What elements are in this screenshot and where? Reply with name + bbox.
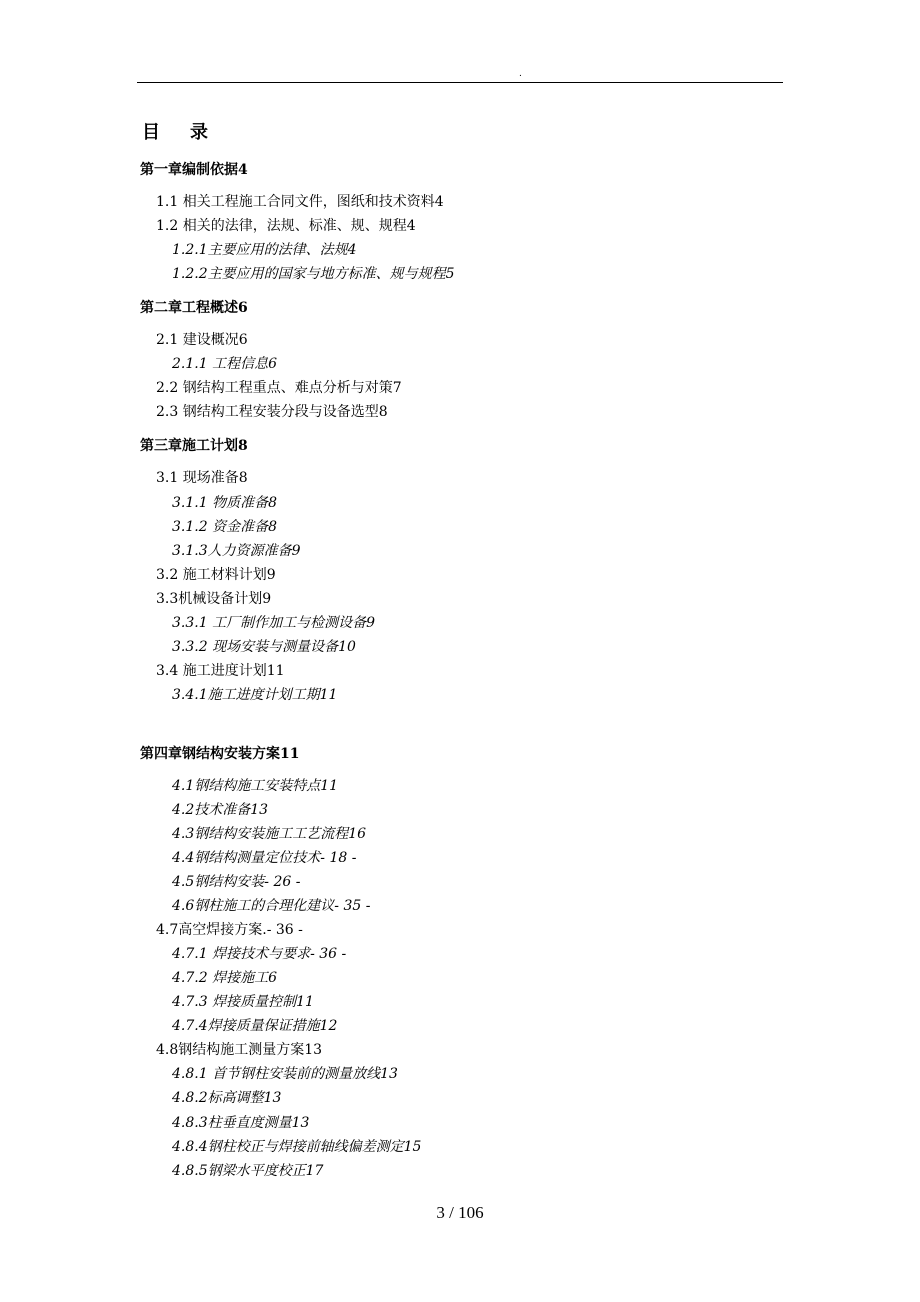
toc-section-entry[interactable]: 4.8.2标高调整13 (172, 1090, 282, 1106)
toc-section-entry[interactable]: 4.5钢结构安装- 26 - (172, 874, 301, 890)
toc-section-entry[interactable]: 1.1 相关工程施工合同文件，图纸和技术资料4 (156, 194, 444, 210)
toc-section-entry[interactable]: 3.1 现场准备8 (156, 470, 248, 486)
toc-section-entry[interactable]: 3.3机械设备计划9 (156, 591, 272, 607)
toc-section-entry[interactable]: 4.1钢结构施工安装特点11 (172, 778, 339, 794)
toc-section-entry[interactable]: 2.1.1 工程信息6 (172, 356, 277, 372)
toc-section-entry[interactable]: 1.2.1主要应用的法律、法规4 (172, 242, 357, 258)
toc-section-entry[interactable]: 4.4钢结构测量定位技术- 18 - (172, 850, 357, 866)
toc-section-entry[interactable]: 4.7.3 焊接质量控制11 (172, 994, 314, 1010)
toc-section-entry[interactable]: 3.3.2 现场安装与测量设备10 (172, 639, 356, 655)
toc-section-entry[interactable]: 3.1.1 物质准备8 (172, 495, 277, 511)
toc-section-entry[interactable]: 4.7.2 焊接施工6 (172, 970, 277, 986)
toc-section-entry[interactable]: 4.3钢结构安装施工工艺流程16 (172, 826, 367, 842)
toc-section-entry[interactable]: 3.1.3人力资源准备9 (172, 543, 301, 559)
toc-section-entry[interactable]: 4.7.4焊接质量保证措施12 (172, 1018, 338, 1034)
toc-section-entry[interactable]: 2.2 钢结构工程重点、难点分析与对策7 (156, 380, 402, 396)
toc-title: 目录 (142, 122, 238, 143)
toc-section-entry[interactable]: 3.2 施工材料计划9 (156, 567, 276, 583)
toc-section-entry[interactable]: 2.3 钢结构工程安装分段与设备选型8 (156, 404, 388, 420)
page-number: 3 / 106 (436, 1203, 484, 1222)
toc-section-entry[interactable]: 1.2 相关的法律，法规、标准、规、规程4 (156, 218, 416, 234)
toc-section-entry[interactable]: 2.1 建设概况6 (156, 332, 248, 348)
toc-section-entry[interactable]: 4.7.1 焊接技术与要求- 36 - (172, 946, 347, 962)
toc-chapter-entry[interactable]: 第一章编制依据4 (140, 162, 248, 178)
toc-section-entry[interactable]: 4.8.1 首节钢柱安装前的测量放线13 (172, 1066, 398, 1082)
toc-chapter-entry[interactable]: 第三章施工计划8 (140, 438, 248, 454)
toc-section-entry[interactable]: 3.1.2 资金准备8 (172, 519, 277, 535)
toc-section-entry[interactable]: 4.6钢柱施工的合理化建议- 35 - (172, 898, 371, 914)
toc-section-entry[interactable]: 3.4.1施工进度计划工期11 (172, 687, 338, 703)
toc-section-entry[interactable]: 4.8.3柱垂直度测量13 (172, 1115, 310, 1131)
toc-section-entry[interactable]: 3.4 施工进度计划11 (156, 663, 285, 679)
toc-section-entry[interactable]: 4.8.4钢柱校正与焊接前轴线偏差测定15 (172, 1139, 422, 1155)
toc-chapter-entry[interactable]: 第二章工程概述6 (140, 300, 248, 316)
toc-section-entry[interactable]: 3.3.1 工厂制作加工与检测设备9 (172, 615, 375, 631)
toc-section-entry[interactable]: 4.8钢结构施工测量方案13 (156, 1042, 323, 1058)
toc-section-entry[interactable]: 1.2.2主要应用的国家与地方标准、规与规程5 (172, 266, 455, 282)
toc-section-entry[interactable]: 4.7高空焊接方案.- 36 - (156, 922, 303, 938)
header-mark: . (519, 69, 522, 79)
toc-chapter-entry[interactable]: 第四章钢结构安装方案11 (140, 746, 300, 762)
toc-section-entry[interactable]: 4.2技术准备13 (172, 802, 269, 818)
toc-section-entry[interactable]: 4.8.5钢梁水平度校正17 (172, 1163, 324, 1179)
